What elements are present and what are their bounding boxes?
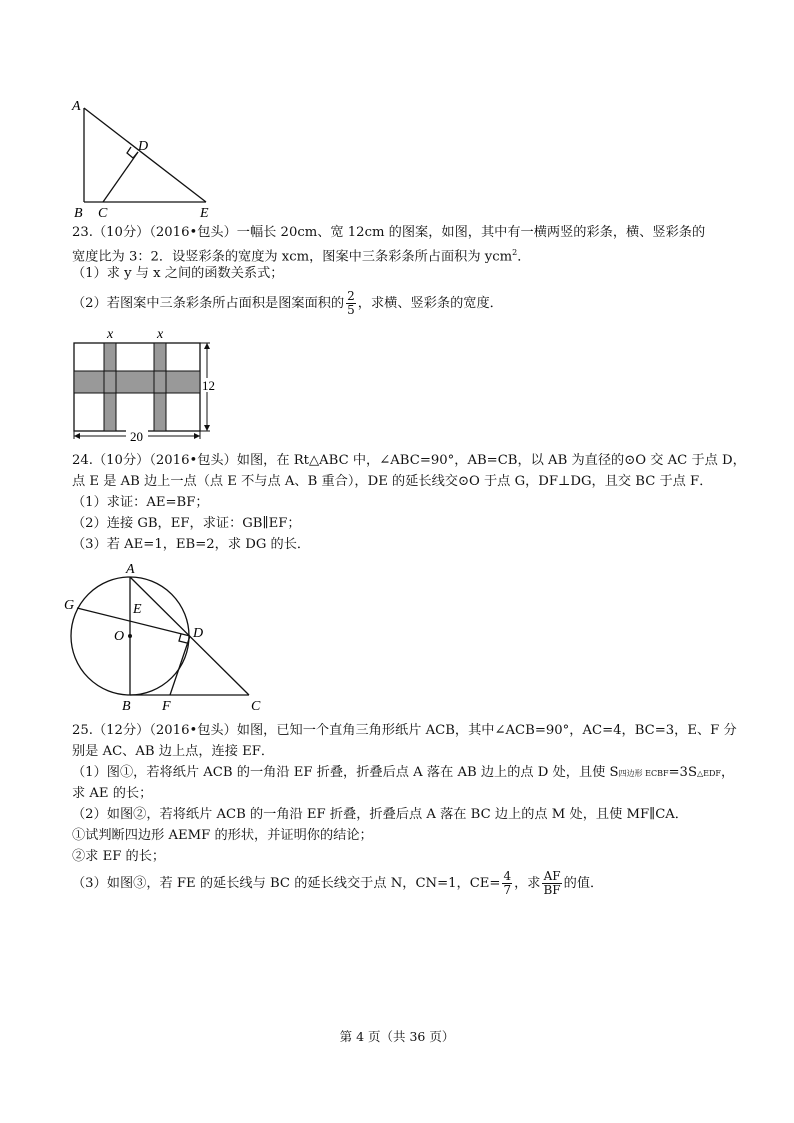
center-point-o [128,634,132,638]
page-number-footer: 第 4 页（共 36 页） [339,1029,455,1044]
q24-line2: 点 E 是 AB 边上一点（点 E 不与点 A、B 重合），DE 的延长线交⊙O 于点 G，DF⊥DG，且交 BC 于点 F． [72,474,713,489]
q25-line2: 别是 AC、AB 边上点，连接 EF． [72,744,275,759]
label-b: B [74,206,83,220]
label-f: F [162,699,171,714]
q25-line1: 25.（12分）（2016•包头）如图，已知一个直角三角形纸片 ACB，其中∠ACB=90°，AC=4，BC=3，E、F 分 [72,723,737,738]
q25-line5: （2）如图②，若将纸片 ACB 的一角沿 EF 折叠，折叠后点 A 落在 BC 边上的点 M 处，且使 MF∥CA． [72,807,688,822]
vertical-stripe-2 [154,343,166,431]
circle-triangle-figure-24 [62,556,272,714]
label-a: A [126,562,135,577]
label-x-1: x [107,327,114,342]
label-c: C [98,206,108,220]
q24-line1: 24.（10分）（2016•包头）如图，在 Rt△ABC 中，∠ABC=90°，AB=CB，以 AB 为直径的⊙O 交 AC 于点 D， [72,453,746,468]
label-g: G [64,598,75,613]
q23-line3: （1）求 y 与 x 之间的函数关系式； [72,266,284,281]
fraction-2-5: $\frac{2}{5}$ [347,289,355,317]
q25-line7: ②求 EF 的长； [72,849,166,864]
striped-pattern-figure-23 [64,325,224,451]
q25-line8: （3）如图③，若 FE 的延长线与 BC 的延长线交于点 N，CN=1，CE= $\frac{4}{7}$ ，求 $\frac{AF}{BF}$ 的值． [72,869,604,897]
q25-line3: （1）图①，若将纸片 ACB 的一角沿 EF 折叠，折叠后点 A 落在 AB 边上的点 D 处，且使 S四边形 ECBF=3S△EDF， [72,765,735,780]
label-width-20: 20 [130,429,143,444]
q24-line5: （3）若 AE=1，EB=2，求 DG 的长． [72,537,311,552]
fraction-4-7: $\frac{4}{7}$ [503,869,512,897]
q24-line4: （2）连接 GB，EF，求证：GB∥EF； [72,516,301,531]
q24-line3: （1）求证：AE=BF； [72,495,209,510]
q23-line2: 宽度比为 3：2．设竖彩条的宽度为 xcm，图案中三条彩条所占面积为 ycm$^2$． [72,248,531,265]
q23-line1: 23.（10分）（2016•包头）一幅长 20cm、宽 12cm 的图案，如图，其中有一横两竖的彩条，横、竖彩条的 [72,225,706,240]
segment-df [170,636,190,695]
horizontal-stripe [74,371,200,393]
segment-cd [103,152,138,202]
q25-line4: 求 AE 的长； [72,786,153,801]
label-x-2: x [157,327,164,342]
triangle-figure-22 [66,96,226,220]
label-c: C [251,699,261,714]
label-height-12: 12 [202,378,215,393]
vertical-stripe-1 [104,343,116,431]
label-a: A [72,99,81,114]
segment-ae [84,108,206,202]
label-d: D [193,626,204,641]
label-o: O [114,629,125,644]
label-e: E [200,206,209,220]
label-e: E [133,602,142,617]
label-b: B [122,699,131,714]
q25-line6: ①试判断四边形 AEMF 的形状，并证明你的结论； [72,828,373,843]
label-d: D [138,139,149,154]
q23-line4: （2）若图案中三条彩条所占面积是图案面积的 $\frac{2}{5}$ ，求横、竖彩条的宽度． [72,289,503,317]
fraction-af-bf: $\frac{AF}{BF}$ [543,869,561,897]
